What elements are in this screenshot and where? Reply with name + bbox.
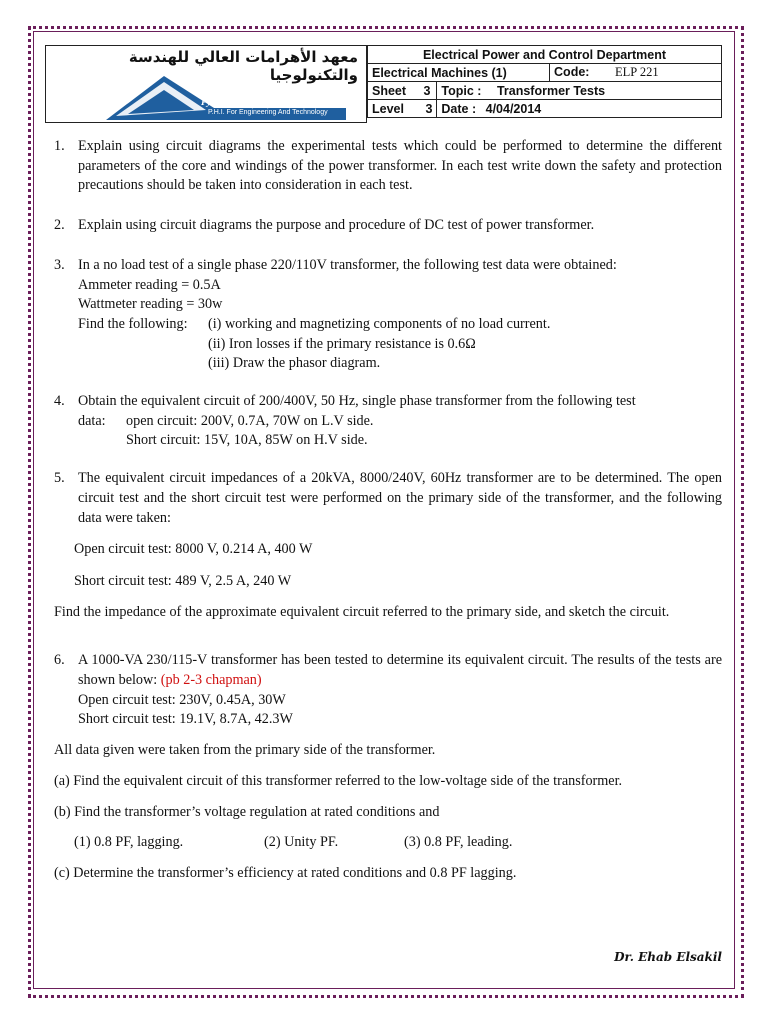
- question-5: [54, 469, 722, 528]
- power-factor-options: [54, 833, 722, 853]
- question-6: [54, 651, 722, 730]
- pf-unity: (2) Unity PF.: [264, 834, 339, 851]
- question-2: [54, 216, 722, 236]
- data-label: data:: [78, 412, 106, 429]
- topic-label: Topic :: [441, 83, 482, 98]
- short-circuit-data: Short circuit: 15V, 10A, 85W on H.V side.: [126, 432, 368, 449]
- find-line: [78, 315, 722, 335]
- topic-value: Transformer Tests: [496, 83, 606, 98]
- pf-leading: (3) 0.8 PF, leading.: [404, 834, 513, 851]
- question-number: 2.: [54, 217, 65, 234]
- sheet-info-table: [367, 45, 722, 118]
- level-cell: [368, 100, 437, 118]
- question-number: 4.: [54, 393, 65, 410]
- question-text: The equivalent circuit impedances of a 20kVA, 8000/240V, 60Hz transformer are to be determined. The open circuit test and the short circuit test were performed on the primary side of the transformer, and the following data were taken:: [78, 470, 722, 526]
- question-number: 6.: [54, 652, 65, 669]
- course-name: Electrical Machines (1): [368, 64, 550, 82]
- sheet-header: [45, 45, 722, 121]
- part-i: (i) working and magnetizing components of no load current.: [208, 315, 551, 332]
- question-text: Explain using circuit diagrams the experimental tests which could be performed to determine the different parameters of the core and windings of the power transformer. In each test write down the safety and protection precautions should be taken into consideration in each test.: [78, 138, 722, 194]
- find-label: Find the following:: [78, 315, 188, 332]
- level-label: Level: [372, 101, 404, 116]
- chapman-reference: (pb 2-3 chapman): [160, 672, 262, 689]
- question-1: [54, 137, 722, 196]
- ammeter-reading: Ammeter reading = 0.5A: [78, 276, 221, 293]
- question-number: 5.: [54, 470, 65, 487]
- sheet-label: Sheet: [372, 83, 407, 98]
- logo-institute-subtitle: P.H.I. For Engineering And Technology: [208, 109, 328, 116]
- all-data-note: All data given were taken from the primary side of the transformer.: [54, 742, 436, 759]
- open-circuit-line: [78, 412, 722, 432]
- instructor-signature: Dr. Ehab Elsakil: [614, 950, 722, 964]
- topic-cell: [437, 82, 722, 100]
- sheet-cell: [368, 82, 437, 100]
- logo-institute-name: Pyramids higher Institute: [201, 98, 302, 108]
- code-value: ELP 221: [614, 65, 659, 79]
- pf-lagging: (1) 0.8 PF, lagging.: [74, 834, 184, 851]
- open-circuit-test: Open circuit test: 230V, 0.45A, 30W: [78, 691, 286, 708]
- question-number: 3.: [54, 256, 65, 273]
- question-3: [54, 256, 722, 374]
- department-name: Electrical Power and Control Department: [368, 46, 722, 64]
- question-intro: Obtain the equivalent circuit of 200/400V, 50 Hz, single phase transformer from the following test: [78, 393, 636, 410]
- institute-arabic-name: معهد الأهرامات العالي للهندسة والتكنولوجيا: [128, 48, 358, 84]
- part-ii: (ii) Iron losses if the primary resistance is 0.6Ω: [208, 335, 476, 352]
- date-value: 4/04/2014: [485, 101, 542, 116]
- wattmeter-reading: Wattmeter reading = 30w: [78, 296, 223, 313]
- question-text: Explain using circuit diagrams the purpose and procedure of DC test of power transformer.: [78, 217, 595, 234]
- course-code-cell: [550, 64, 722, 82]
- question-text: A 1000-VA 230/115-V transformer has been tested to determine its equivalent circuit. The results of the tests are shown below:: [78, 652, 722, 689]
- part-iii: (iii) Draw the phasor diagram.: [208, 355, 381, 372]
- questions-body: [54, 137, 722, 884]
- level-value: 3: [425, 101, 433, 116]
- sheet-value: 3: [423, 83, 431, 98]
- question-4: [54, 392, 722, 451]
- part-b: (b) Find the transformer’s voltage regulation at rated conditions and: [54, 803, 440, 820]
- part-a: (a) Find the equivalent circuit of this transformer referred to the low-voltage side of the transformer.: [54, 772, 623, 789]
- short-circuit-test: Short circuit test: 19.1V, 8.7A, 42.3W: [78, 711, 293, 728]
- open-circuit-test: Open circuit test: 8000 V, 0.214 A, 400 W: [74, 541, 313, 558]
- question-number: 1.: [54, 138, 65, 154]
- open-circuit-data: open circuit: 200V, 0.7A, 70W on L.V side.: [126, 412, 374, 429]
- short-circuit-test: Short circuit test: 489 V, 2.5 A, 240 W: [74, 572, 292, 589]
- code-label: Code:: [554, 65, 590, 79]
- question-intro: In a no load test of a single phase 220/110V transformer, the following test data were obtained:: [78, 256, 617, 273]
- date-cell: [437, 100, 722, 118]
- part-c: (c) Determine the transformer’s efficiency at rated conditions and 0.8 PF lagging.: [54, 864, 517, 881]
- date-label: Date :: [441, 101, 477, 116]
- institute-logo-box: [45, 45, 367, 123]
- find-impedance: Find the impedance of the approximate equivalent circuit referred to the primary side, and sketch the circuit.: [54, 603, 670, 620]
